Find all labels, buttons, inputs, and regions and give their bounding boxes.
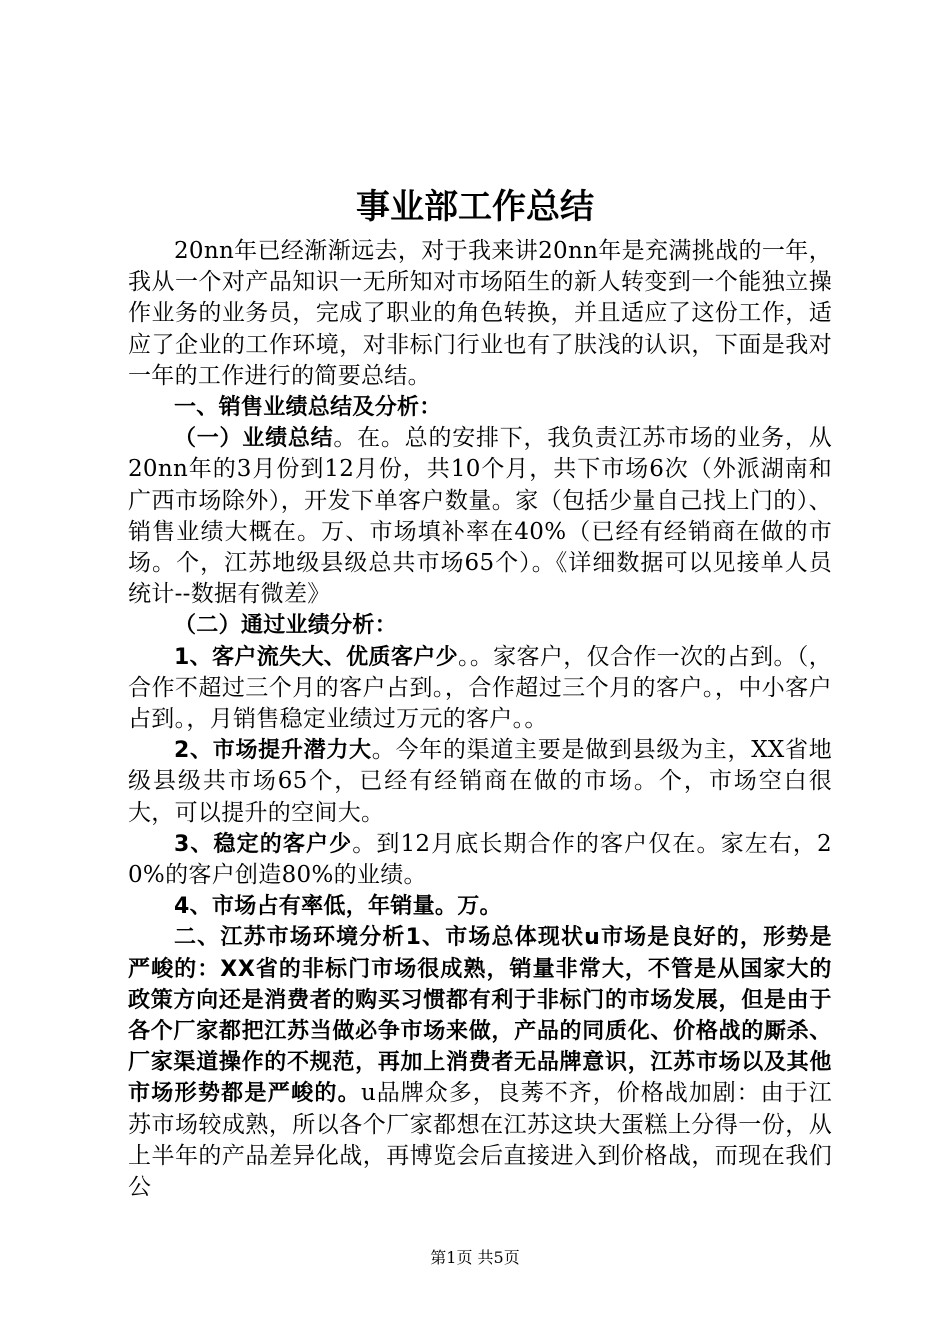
point2-text: 。今年的渠道主要是做到县级为主，XX省地级县级共市场65个，已经有经销商在做的市场。个，市场空白很大，可以提升的空间大。 <box>128 737 833 826</box>
point3-paragraph <box>128 829 832 891</box>
page-footer: 第1页 共5页 <box>430 1248 520 1267</box>
section1-heading: 一、销售业绩总结及分析： <box>174 395 442 421</box>
point4-paragraph: 4、市场占有率低，年销量。万。 <box>174 894 502 920</box>
point1-paragraph <box>128 642 832 736</box>
sub1-label: （一）业绩总结 <box>174 426 334 452</box>
document-title: 事业部工作总结 <box>356 187 594 227</box>
section2-text: u品牌众多，良莠不齐，价格战加剧：由于江苏市场较成熟，所以各个厂家都想在江苏这块大蛋糕上分得一份，从上半年的产品差异化战，再博览会后直接进入到价格战，而现在我们公 <box>128 1080 832 1201</box>
section2-paragraph <box>128 922 832 1203</box>
point1-text: 。。家客户，仅合作一次的占到。（，合作不超过三个月的客户占到。，合作超过三个月的客户。，中小客户占到。，月销售稳定业绩过万元的客户。。 <box>128 643 832 733</box>
point1-label: 1、客户流失大、优质客户少 <box>174 644 458 670</box>
point3-text: 。到12月底长期合作的客户仅在。家左右，20%的客户创造80%的业绩。 <box>128 830 832 889</box>
sub2-heading: （二）通过业绩分析： <box>174 613 398 639</box>
intro-paragraph: 20nn年已经渐渐远去，对于我来讲20nn年是充满挑战的一年，我从一个对产品知识一无所知对市场陌生的新人转变到一个能独立操作业务的业务员，完成了职业的角色转换，并且适应了这份工作，适应了企业的工作环境，对非标门行业也有了肤浅的认识，下面是我对一年的工作进行的简要总结。 <box>128 238 832 389</box>
section2-bold-text: 二、江苏市场环境分析1、市场总体现状u市场是良好的，形势是严峻的：XX省的非标门市场很成熟，销量非常大，不管是从国家大的政策方向还是消费者的购买习惯都有利于非标门的市场发展，但是由于各个厂家都把江苏当做必争市场来做，产品的同质化、价格战的厮杀、厂家渠道操作的不规范，再加上消费者无品牌意识，江苏市场以及其他市场形势都是严峻的。 <box>128 925 832 1107</box>
sub1-paragraph <box>128 423 832 610</box>
sub1-text: 。在。总的安排下，我负责江苏市场的业务，从20nn年的3月份到12月份，共10个月，共下市场6次（外派湖南和广西市场除外），开发下单客户数量。家（包括少量自己找上门的）、销售业绩大概在。万、市场填补率在40%（已经有经销商在做的市场。个，江苏地级县级总共市场65个）。《详细数据可以见接单人员统计--数据有微差》 <box>128 425 832 608</box>
document-body <box>128 236 832 1203</box>
point3-label: 3、稳定的客户少 <box>174 831 353 857</box>
point2-paragraph <box>128 735 832 829</box>
point2-label: 2、市场提升潜力大 <box>174 738 372 764</box>
